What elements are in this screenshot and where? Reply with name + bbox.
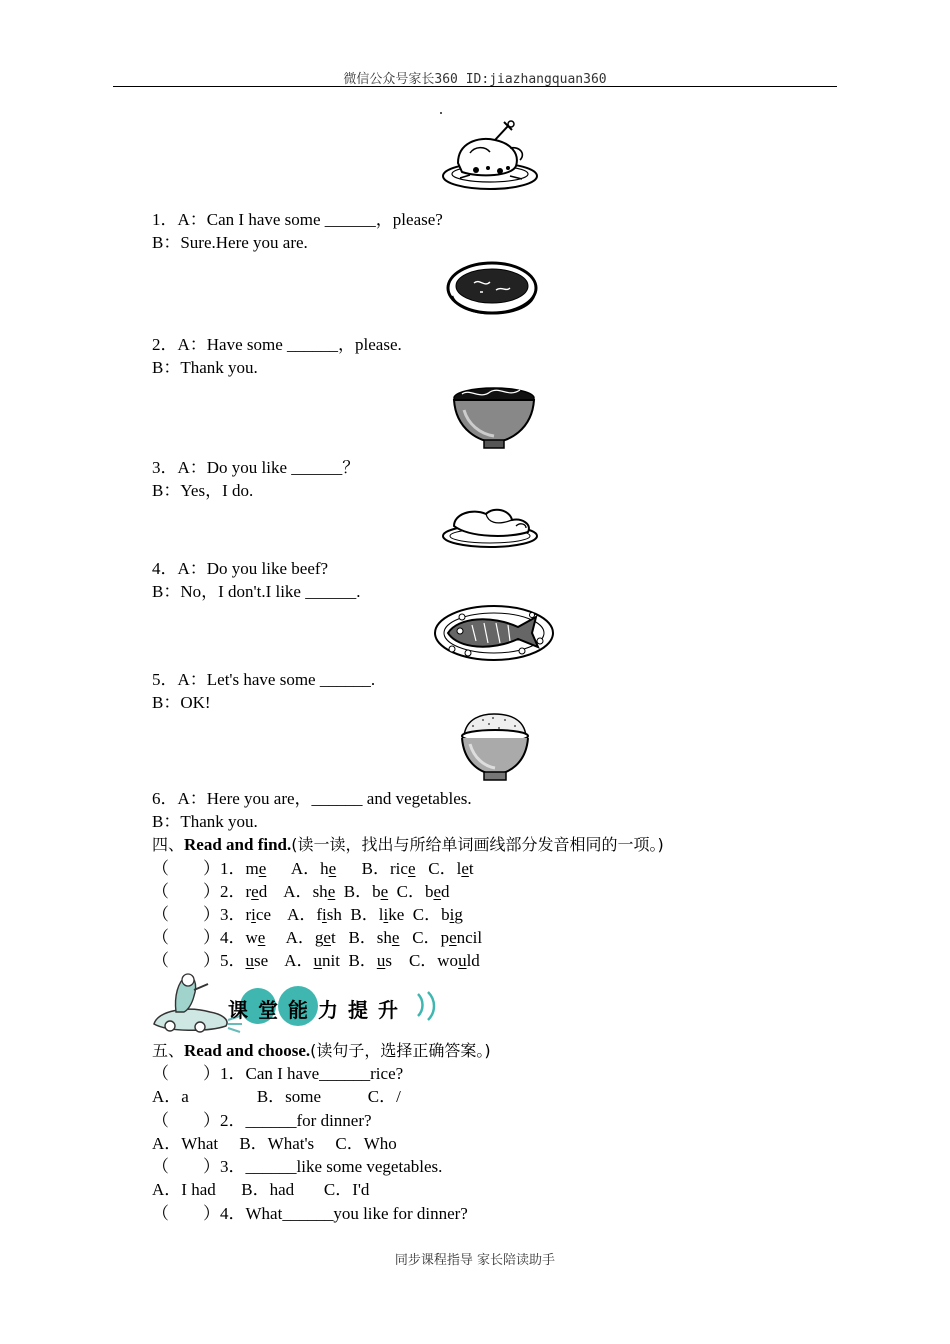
- choose-item-3-options: A．I had B．had C．I'd: [152, 1180, 370, 1199]
- item-4-b: B：No，I don't.I like ______.: [152, 582, 361, 601]
- item-2-a: 2．A：Have some ______，please.: [152, 335, 402, 354]
- soup-bowl-icon: [444, 258, 542, 328]
- choose-item-2-options: A．What B．What's C．Who: [152, 1134, 397, 1153]
- item-3-a: 3．A：Do you like ______？: [152, 458, 360, 477]
- item-1-b: B：Sure.Here you are.: [152, 233, 308, 252]
- choose-item-1-options: A．a B．some C．/: [152, 1087, 401, 1106]
- item-6-a: 6．A：Here you are，______ and vegetables.: [152, 789, 472, 808]
- roast-chicken-icon: [440, 118, 540, 194]
- section-4-title: 四、Read and find.(读一读，找出与所给单词画线部分发音相同的一项。): [152, 835, 664, 854]
- find-item-1: （ ）1．me A．he B．rice C．let: [152, 859, 474, 878]
- find-item-3: （ ）3．rice A．fish B．like C．big: [152, 905, 463, 924]
- choose-item-2-question: （ ）2．______for dinner?: [152, 1111, 372, 1130]
- choose-item-3-question: （ ）3．______like some vegetables.: [152, 1157, 443, 1176]
- rice-bowl-icon: [458, 712, 532, 784]
- item-3-b: B：Yes，I do.: [152, 481, 254, 500]
- item-5-a: 5．A：Let's have some ______.: [152, 670, 376, 689]
- header-divider: [113, 86, 837, 87]
- choose-item-1-question: （ ）1．Can I have______rice?: [152, 1064, 404, 1083]
- item-1-a: 1．A：Can I have some ______，please?: [152, 210, 443, 229]
- item-2-b: B：Thank you.: [152, 358, 258, 377]
- find-item-2: （ ）2．red A．she B．be C．bed: [152, 882, 450, 901]
- item-4-a: 4．A：Do you like beef?: [152, 559, 329, 578]
- noodles-bowl-icon: [450, 380, 540, 452]
- item-5-b: B：OK!: [152, 693, 211, 712]
- stray-dot: [440, 112, 442, 114]
- page-header: 微信公众号家长360 ID:jiazhangquan360: [343, 72, 607, 87]
- beef-plate-icon: [440, 500, 542, 550]
- find-item-5: （ ）5．use A．unit B．us C．would: [152, 951, 480, 970]
- page-footer: 同步课程指导 家长陪读助手: [394, 1253, 556, 1268]
- item-6-b: B：Thank you.: [152, 812, 258, 831]
- fish-plate-icon: [432, 603, 556, 663]
- choose-item-4-question: （ ）4．What______you like for dinner?: [152, 1204, 468, 1223]
- find-item-4: （ ）4．we A．get B．she C．pencil: [152, 928, 483, 947]
- section-5-title: 五、Read and choose.(读句子，选择正确答案。): [152, 1041, 491, 1060]
